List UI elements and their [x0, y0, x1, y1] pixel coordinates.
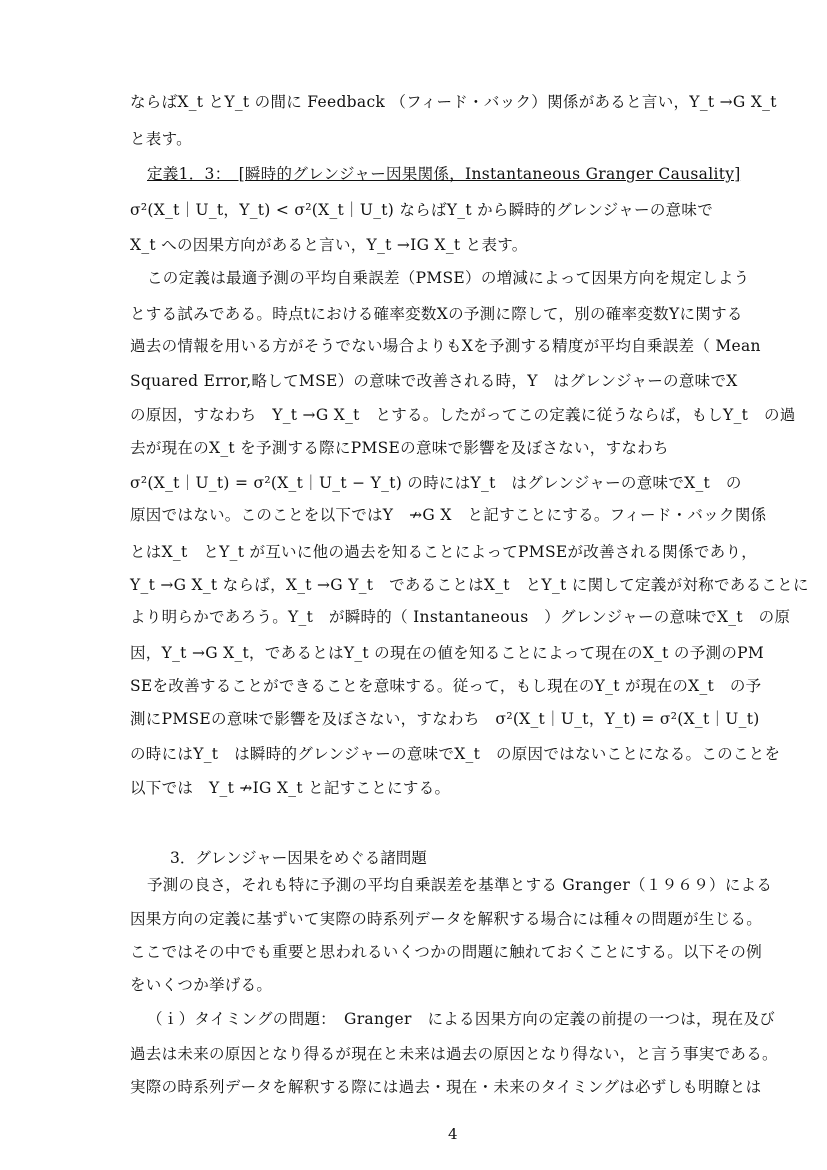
text-line: 実際の時系列データを解釈する際には過去・現在・未来のタイミングは必ずしも明瞭とは: [130, 1078, 762, 1096]
text-line: 過去の情報を用いる方がそうでない場合よりもXを予測する精度が平均自乗誤差（ Mean: [130, 337, 761, 355]
text-line: 以下では Y_t ↛IG X_t と記すことにする。: [130, 779, 451, 797]
text-line: をいくつか挙げる。: [130, 976, 273, 994]
text-line: 測にPMSEの意味で影響を及ぼさない，すなわち σ²(X_t｜U_t，Y_t) = σ²(X_t｜U_t): [130, 710, 760, 728]
text-line: の原因，すなわち Y_t →G X_t とする。したがってこの定義に従うならば，もしY_t の過: [130, 406, 796, 424]
text-line: ここではその中でも重要と思われるいくつかの問題に触れておくことにする。以下その例: [130, 943, 763, 961]
text-line: と表す。: [130, 130, 192, 148]
text-line: ならばX_t とY_t の間に Feedback （フィード・バック）関係があると言い，Y_t →G X_t: [130, 93, 777, 111]
text-line: より明らかであろう。Y_t が瞬時的（ Instantaneous ）グレンジャーの意味でX_t の原: [130, 608, 791, 626]
text-line: 原因ではない。このことを以下ではY ↛G X と記すことにする。フィード・バック関係: [130, 506, 767, 524]
text-line: の時にはY_t は瞬時的グレンジャーの意味でX_t の原因ではないことになる。このことを: [130, 745, 781, 763]
text-line: Y_t →G X_t ならば，X_t →G Y_t であることはX_t とY_t に関して定義が対称であることに: [130, 576, 809, 594]
text-line: とする試みである。時点tにおける確率変数Xの予測に際して，別の確率変数Yに関する: [130, 305, 743, 323]
page-number: 4: [448, 1125, 458, 1143]
text-line: σ²(X_t｜U_t) = σ²(X_t｜U_t − Y_t) の時にはY_t はグレンジャーの意味でX_t の: [130, 474, 742, 492]
text-line: この定義は最適予測の平均自乗誤差（PMSE）の増減によって因果方向を規定しよう: [147, 269, 750, 287]
text-line: （ｉ）タイミングの問題： Granger による因果方向の定義の前提の一つは，現在及び: [147, 1010, 776, 1028]
text-line: Squared Error,略してMSE）の意味で改善される時，Y はグレンジャーの意味でX: [130, 372, 738, 390]
text-line: 過去は未来の原因となり得るが現在と未来は過去の原因となり得ない，と言う事実である。: [130, 1045, 778, 1063]
text-line: とはX_t とY_t が互いに他の過去を知ることによってPMSEが改善される関係であり，: [130, 543, 758, 561]
text-line: 因果方向の定義に基ずいて実際の時系列データを解釈する場合には種々の問題が生じる。: [130, 910, 763, 928]
text-line: 去が現在のX_t を予測する際にPMSEの意味で影響を及ぼさない，すなわち: [130, 439, 669, 457]
text-line: X_t への因果方向があると言い，Y_t →IG X_t と表す。: [130, 236, 528, 254]
text-line: 予測の良さ，それも特に予測の平均自乗誤差を基準とする Granger（１９６９）による: [147, 876, 773, 894]
definition-heading: 定義1．3： [瞬時的グレンジャー因果関係，Instantaneous Granger Causality]: [147, 165, 741, 183]
section-heading: 3．グレンジャー因果をめぐる諸問題: [170, 849, 427, 867]
text-line: 因，Y_t →G X_t，であるとはY_t の現在の値を知ることによって現在のX_t の予測のPM: [130, 644, 765, 662]
text-line: SEを改善することができることを意味する。従って，もし現在のY_t が現在のX_t の予: [130, 677, 762, 695]
text-line: σ²(X_t｜U_t，Y_t) < σ²(X_t｜U_t) ならばY_t から瞬時的グレンジャーの意味で: [130, 201, 714, 219]
